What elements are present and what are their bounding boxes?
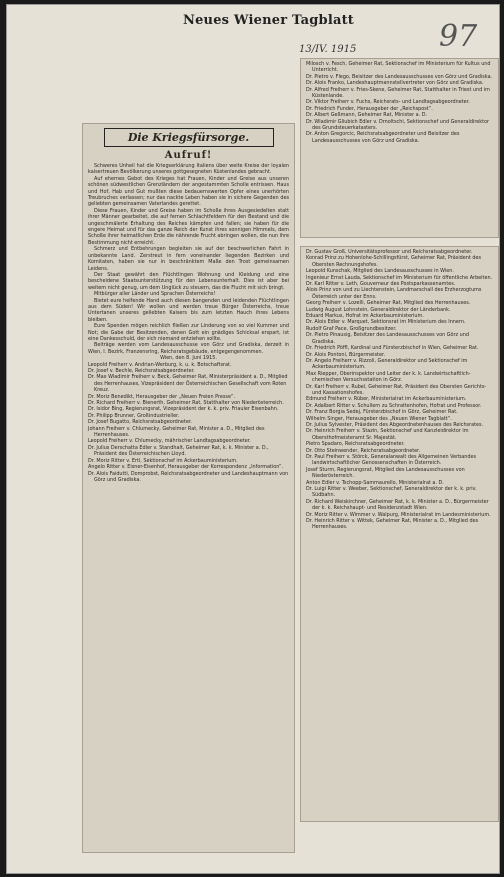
signatory-entry: Dr. Josef Bugatto, Reichsratsabgeordneter. [88, 419, 192, 426]
signatory-entry: Dr. Karl Freiherr v. Rubel, Geheimer Rat, Präsident des Obersten Gerichts- und Kassationshofes. [306, 383, 487, 396]
signatory-entry: Dr. Heinrich Freiherr v. Stazin, Sektionschef und Kanzleidirektor im Obersthofmeisteramt Sr. Majestät. [306, 428, 469, 441]
signatories-clipping-top [300, 58, 499, 238]
signatory-entry: Pietro Spadaro, Reichsratsabgeordneter. [306, 441, 405, 448]
signatory-entry: Dr. Angelo Freiherr v. Rizzoli, Generaldirektor und Sektionschef im Ackerbauministerium. [306, 357, 468, 371]
article-subtitle: Aufruf! [164, 150, 213, 161]
signatory-entry: Dr. Alois Edler v. Marquet, Sektionsrat im Ministerium des Innern. [306, 319, 466, 326]
article-paragraph: Eure Spenden mögen reichlich fließen zur Linderung von so viel Kummer und Not; die Gabe der Besitzenden, denen Gott ein gnädiges Schicksal erspart, ist eine Dankesschuld, der sich niemand entziehen sollte. [88, 323, 289, 342]
signatory-entry: Dr. Julius Derschatta Edler v. Standhalt, Geheimer Rat, k. k. Minister a. D., Präsident des Österreichischen Lloyd. [88, 444, 269, 458]
signatory-entry: Milosch v. Fesch, Geheimer Rat, Sektionschef im Ministerium für Kultus und Unterricht. [306, 61, 491, 74]
article-paragraph: Schweres Unheil hat die Kriegserklärung Italiens über weite Kreise der loyalen kaisertreuen Bevölkerung unseres gottgesegneten Küstenlandes gebracht. [88, 163, 289, 176]
signatory-entry: Max Riepper, Oberinspektor und Leiter der k. k. Landwirtschaftlich-chemischen Versuchsstation in Görz. [306, 370, 471, 384]
signatory-entry: Dr. Moriz Ritter v. Ertl, Sektionschef im Ackerbauministerium. [88, 457, 238, 464]
signatory-entry: Dr. Richard Weiskirchner, Geheimer Rat, k. k. Minister a. D., Bürgermeister der k. k. Reichshaupt- und Residenzstadt Wien. [306, 498, 489, 512]
signatory-entry: Edmund Freiherr v. Rüber, Ministerialrat im Ackerbauministerium. [306, 396, 467, 403]
signatory-entry: Josef Sturm, Regierungsrat, Mitglied des Landesausschusses von Niederösterreich. [306, 466, 465, 480]
place-date: Wien, den 8. Juni 1915. [160, 355, 217, 362]
signatory-entry: Dr. Julius Sylvester, Präsident des Abgeordnetenhauses des Reichsrates. [306, 421, 484, 428]
signatory-entry: Dr. Pietro v. Flego, Beisitzer des Landesausschusses von Görz und Gradiska. [306, 73, 493, 80]
signatory-entry: Dr. Viktor Freiherr v. Fuchs, Reichsrats- und Landtagsabgeordneter. [306, 99, 470, 106]
signatory-entry: Georg Freiherr v. Lozelli, Geheimer Rat, Mitglied des Herrenhauses. [306, 300, 471, 307]
article-body [88, 163, 289, 355]
article-paragraph: Der Staat gewährt den Flüchtlingen Wohnung und Kleidung und eine bescheidene Staatsunterstützung für den Lebensunterhalt. Dies ist aber bei weitem nicht genug, um dem Unglück zu steuern, das die Flucht mit sich bringt. [88, 271, 289, 291]
signatory-entry: Dr. Moriz Ritter v. Wimmer v. Walpurg, Ministerialrat im Landesministerium. [306, 511, 491, 518]
article-paragraph: Schmerz und Entbehrungen begleiten sie auf der beschwerlichen Fahrt in unbekannte Land. Zerstreut in fern voneinander liegenden Bezirken und Komitaten, haben sie nur in beschränktem Maße den Trost gemeinsamen Leidens. [88, 246, 289, 272]
article-clipping [82, 123, 295, 853]
signatory-entry: Dr. Max Wladimir Freiherr v. Beck, Geheimer Rat, Ministerpräsident a. D., Mitglied des Herrenhauses, Vizepräsident der Österreichischen Gesellschaft vom Roten Kreuz. [88, 374, 288, 394]
signatory-entry: Dr. Josef v. Bechle, Reichsratsabgeordneter. [88, 368, 195, 374]
signatory-entry: Dr. Friedrich Pöffl, Kardinal und Fürsterzbischof in Wien, Geheimer Rat. [306, 345, 479, 352]
article-paragraph: Beiträge werden vom Landesausschusse von Görz und Gradiska, derzeit in Wien, I. Bezirk, Franzensring, Reichsratsgebäude, entgegengenommen. [88, 342, 289, 355]
signatory-entry: Leopold Freiherr v. Chlumecky, mährischer Landtagsabgeordneter. [88, 438, 251, 445]
signatory-entry: Dr. Anton Gregorcic, Reichsratsabgeordneter und Beisitzer des Landesausschusses von Görz und Gradiska. [306, 131, 460, 144]
signatory-entry: Dr. Paul Freiherr v. Störck, Generalanwalt des Allgemeinen Verbandes landwirtschaftlicher Genossenschaften in Österreich. [306, 454, 477, 467]
signatory-entry: Dr. Luigi Ritter v. Weeber, Sektionschef, Generaldirektor der k. k. priv. Südbahn. [306, 486, 477, 499]
signatory-entry: Dr. Isidor Bing, Regierungsrat, Vizepräsident der k. k. priv. Friauler Eisenbahn. [88, 406, 279, 413]
signatory-entry: Rudolf Graf Pace, Großgrundbesitzer. [306, 325, 397, 332]
signatory-entry: Dr. Alois Pontoni, Bürgermeister. [306, 351, 386, 358]
signatory-entry: Eduard Markus, Hofrat im Ackerbauministerium. [306, 313, 424, 320]
signatory-entry: Ludwig August Lohnstein, Generaldirektor der Länderbank. [306, 306, 451, 313]
signatory-entry: Leopold Freiherr v. Andrian-Werburg, k. u. k. Botschaftsrat. [88, 361, 232, 368]
signatory-entry: Dr. Adalbert Ritter v. Schullern zu Schrattenhofen, Hofrat und Professor. [306, 402, 482, 409]
signatory-entry: Dr. Richard Freiherr v. Bienerth, Geheimer Rat, Statthalter von Niederösterreich. [88, 400, 284, 407]
signatories-list-bottom [306, 249, 493, 531]
signatory-entry: Dr. Alfred Freiherr v. Fries-Skene, Geheimer Rat, Statthalter in Triest und im Küstenlande. [306, 86, 490, 100]
signatory-entry: Dr. Pietro Pinausig, Beisitzer des Landesausschusses von Görz und Gradiska. [306, 332, 469, 345]
signatory-entry: Dr. Albert Geßmann, Geheimer Rat, Minister a. D. [306, 112, 428, 119]
signatory-entry: Leopold Kunschak, Mitglied des Landesausschusses in Wien. [306, 268, 454, 275]
signatory-entry: Konrad Prinz zu Hohenlohe-Schillingsfürst, Geheimer Rat, Präsident des Obersten Rechnungshofes. [306, 255, 482, 268]
signatories-clipping-bottom [300, 246, 499, 822]
signatory-entry: Johann Freiherr v. Chlumecky, Geheimer Rat, Minister a. D., Mitglied des Herrenhauses. [88, 425, 265, 439]
signatory-entry: Wilhelm Singer, Herausgeber des „Neuen Wiener Tagblatt“. [306, 415, 452, 422]
signatory-entry: Ingenieur Ernst Lauda, Sektionschef im Ministerium für öffentliche Arbeiten. [306, 274, 493, 281]
signatory-entry: Dr. Moriz Benedikt, Herausgeber der „Neuen Freien Presse“. [88, 393, 236, 400]
article-paragraph: Diese Frauen, Kinder und Greise haben im Schoße ihres Ausgesiedelten statt ihrer Männer gearbeitet, die auf fernen Schlachtfeldern für den Bestand und die ungeschmälerte Erhaltung des Reiches kämpfen und fallen; sie haben für die engere Heimat und für das ganze Reich der Kunst ihres sonnigen Himmels, dem Schoße ihrer heimatlichen Erde die nährende Frucht abringen wollen, die nun ihre Bestimmung nicht erreicht. [88, 207, 289, 246]
article-paragraph: Mitbürger aller Länder und Sprachen Österreichs! [94, 291, 216, 298]
signatory-entry: Dr. Philipp Brunner, Großindustrieller. [88, 412, 180, 419]
signatories-list [88, 362, 289, 484]
handwritten-page-number: 97 [439, 19, 478, 54]
article-title: Die Kriegsfürsorge. [104, 128, 274, 147]
article-paragraph: Auf ehernes Gebot des Krieges hat Frauen, Kinder und Greise aus unseren schönen südwestlichen Grenzländern der angestammten Scholle entrissen. Haus und Hof, Hab und Gut mußten diese bedauernswerten Opfer eines unerhörten Treubruches verlassen; nur das nackte Leben haben sie in sichere Gegenden des geliebten gemeinsamen Vaterlandes gerettet. [88, 175, 289, 208]
signatory-entry: Dr. Franz Borgia Sedej, Fürsterzbischof in Görz, Geheimer Rat. [306, 409, 458, 416]
article-paragraph: Bietet eure helfende Hand auch diesen bangenden und leidenden Flüchtlingen aus dem Süden! Wir wollen und werden treue Bürger Österreichs, treue Untertanen unseres geliebten Kaisers bis zum letzten Hauch ihres Lebens bleiben. [88, 297, 289, 323]
signatory-entry: Alois Prinz von und zu Liechtenstein, Landmarschall des Erzherzogtums Österreich unter der Enns. [306, 287, 482, 300]
signatory-entry: Dr. Friedrich Funder, Herausgeber der „Reichspost“. [306, 105, 433, 112]
signatory-entry: Dr. Gustav Groß, Universitätsprofessor und Reichsratsabgeordneter. [306, 249, 473, 255]
signatories-list-top [306, 61, 493, 144]
newspaper-masthead: Neues Wiener Tagblatt [183, 13, 355, 28]
signatory-entry: Dr. Alois Faidutti, Domprobst, Reichsratsabgeordneter und Landeshauptmann von Görz und Gradiska. [88, 470, 289, 483]
signatory-entry: Angelo Ritter v. Eisner-Eisenhof, Herausgeber der Korrespondenz „Information“. [88, 464, 284, 471]
signatory-entry: Dr. Karl Ritter v. Leth, Gouverneur des Postsparkassenamtes. [306, 281, 456, 288]
handwritten-date: 13/IV. 1915 [299, 44, 357, 55]
signatory-entry: Anton Edler v. Tschopp-Sammaurello, Ministerialrat a. D. [306, 479, 444, 486]
signatory-entry: Dr. Alois Franko, Landeshauptmannstellvertreter von Görz und Gradiska. [306, 80, 484, 87]
signatory-entry: Dr. Heinrich Ritter v. Wittek, Geheimer Rat, Minister a. D., Mitglied des Herrenhauses. [306, 518, 479, 531]
signatory-entry: Dr. Otto Steinwender, Reichsratsabgeordneter. [306, 447, 421, 454]
signatory-entry: Dr. Wladimir Gliubich Edler v. Drnoltschi, Sektionschef und Generaldirektor des Grundsteuerkatasters. [306, 118, 490, 132]
